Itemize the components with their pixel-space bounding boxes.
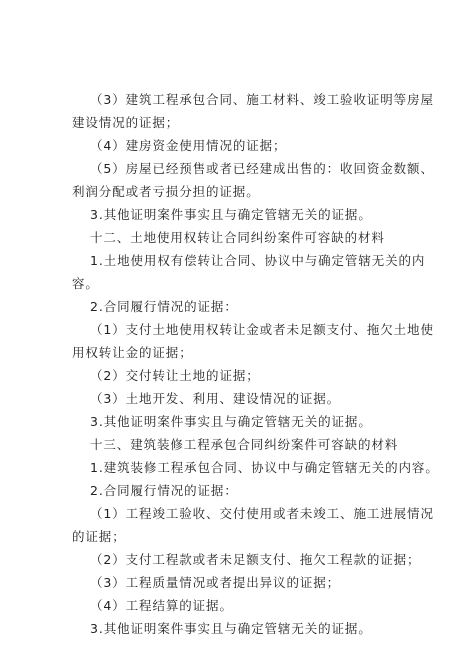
section-heading: 十二、土地使用权转让合同纠纷案件可容缺的材料 (90, 230, 385, 245)
text-line: 利润分配或者亏损分担的证据。 (72, 184, 260, 199)
text-line: 的证据； (72, 529, 126, 544)
text-line: 1.建筑装修工程承包合同、协议中与确定管辖无关的内容。 (90, 460, 439, 475)
text-line: （4）建房资金使用情况的证据； (90, 138, 287, 153)
text-line: 3.其他证明案件事实且与确定管辖无关的证据。 (90, 207, 372, 222)
text-line: （4）工程结算的证据。 (90, 598, 233, 613)
text-line: （2）支付工程款或者未足额支付、拖欠工程款的证据； (90, 552, 421, 567)
text-line: 建设情况的证据； (72, 115, 180, 130)
text-line: 3.其他证明案件事实且与确定管辖无关的证据。 (90, 414, 372, 429)
text-line: 1.土地使用权有偿转让合同、协议中与确定管辖无关的内 (90, 253, 426, 268)
text-line: 用权转让金的证据； (72, 345, 193, 360)
text-line: 容。 (72, 276, 99, 291)
text-line: 2.合同履行情况的证据： (90, 483, 238, 498)
text-line: （3）土地开发、利用、建设情况的证据。 (90, 391, 341, 406)
text-line: （3）建筑工程承包合同、施工材料、竣工验收证明等房屋 (90, 92, 434, 107)
text-line: （1）工程竣工验收、交付使用或者未竣工、施工进展情况 (90, 506, 434, 521)
text-line: （3）工程质量情况或者提出异议的证据； (90, 575, 341, 590)
section-heading: 十三、建筑装修工程承包合同纠纷案件可容缺的材料 (90, 437, 399, 452)
text-line: （5）房屋已经预售或者已经建成出售的：收回资金数额、 (90, 161, 434, 176)
text-line: （2）交付转让土地的证据； (90, 368, 260, 383)
text-line: （1）支付土地使用权转让金或者未足额支付、拖欠土地使 (90, 322, 434, 337)
text-line: 2.合同履行情况的证据： (90, 299, 238, 314)
text-line: 3.其他证明案件事实且与确定管辖无关的证据。 (90, 621, 372, 636)
